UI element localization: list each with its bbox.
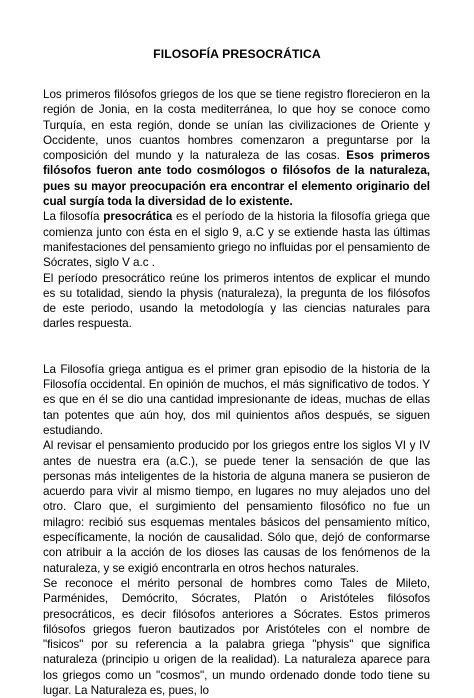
paragraph-presocratica-text: es el período de la historia la filosofía griega que comienza junto con ésta en el siglo 9, a.C y se extiende hasta las últimas manifestaciones del pensamiento griego no influidas por el pensamiento de Sócrates, siglo V a.c . [43,210,430,270]
paragraph-presocratica [43,209,430,270]
paragraph-jonia [43,87,430,209]
document-body [43,87,430,698]
paragraph-jonia-bold: Esos primeros filósofos fueron ante todo cosmólogos o filósofos de la naturaleza, pues su mayor preocupación era encontrar el elemento originario del cual surgía toda la diversidad de lo existente. [43,149,430,209]
paragraph-spacer [43,332,430,362]
paragraph-presocratica-bold: presocrática [103,210,173,224]
paragraph-filosofia-griega: La Filosofía griega antigua es el primer gran episodio de la historia de la Filosofía occidental. En opinión de muchos, el más significativo de todos. Y es que en él se dio una cantidad impresionante de ideas, muchas de ellas tan potentes que aún hoy, dos mil quinientos años después, se siguen estudiando. [43,362,430,437]
page-title: FILOSOFÍA PRESOCRÁTICA [153,47,321,61]
paragraph-periodo: El período presocrático reúne los primeros intentos de explicar el mundo es su totalidad, siendo la physis (naturaleza), la pregunta de los filósofos de este periodo, usando la metodología y las ciencias naturales para darles respuesta. [43,271,430,331]
paragraph-merito: Se reconoce el mérito personal de hombres como Tales de Mileto, Parménides, Demócrito, Sócrates, Platón o Aristóteles filósofos presocráticos, es decir filósofos anteriores a Sócrates. Estos primeros filósofos griegos fueron bautizados por Aristóteles con el nombre de "fisicos" por su referencia a la palabra griega "physis" que significa naturaleza (principio u origen de la realidad). La naturaleza aparece para los griegos como un "cosmos", un mundo ordenado donde todo tiene su lugar. La Naturaleza es, pues, lo [43,576,430,697]
paragraph-presocratica-lead: La filosofía [43,210,104,224]
paragraph-pensamiento: Al revisar el pensamiento producido por los griegos entre los siglos VI y IV antes de nuestra era (a.C.), se puede tener la sensación de que las personas más inteligentes de la historia de alguna manera se pusieron de acuerdo para vivir al mismo tiempo, en lugares no muy alejados uno del otro. Claro que, el surgimiento del pensamiento filosófico no fue un milagro: recibió sus esquemas mentales básicos del pensamiento mítico, específicamente, la noción de causalidad. Sólo que, dejó de conformarse con atribuir a la acción de los dioses las causas de los fenómenos de la naturaleza, y se exigió encontrarla en otros hechos naturales. [43,439,430,575]
paragraph-jonia-text: Los primeros filósofos griegos de los que se tiene registro florecieron en la región de Jonia, en la costa mediterránea, lo que hoy se conoce como Turquía, en esta región, donde se unían las civilizaciones de Oriente y Occidente, unos cuantos hombres comenzaron a preguntarse por la composición del mundo y la naturaleza de las cosas. [43,88,430,163]
